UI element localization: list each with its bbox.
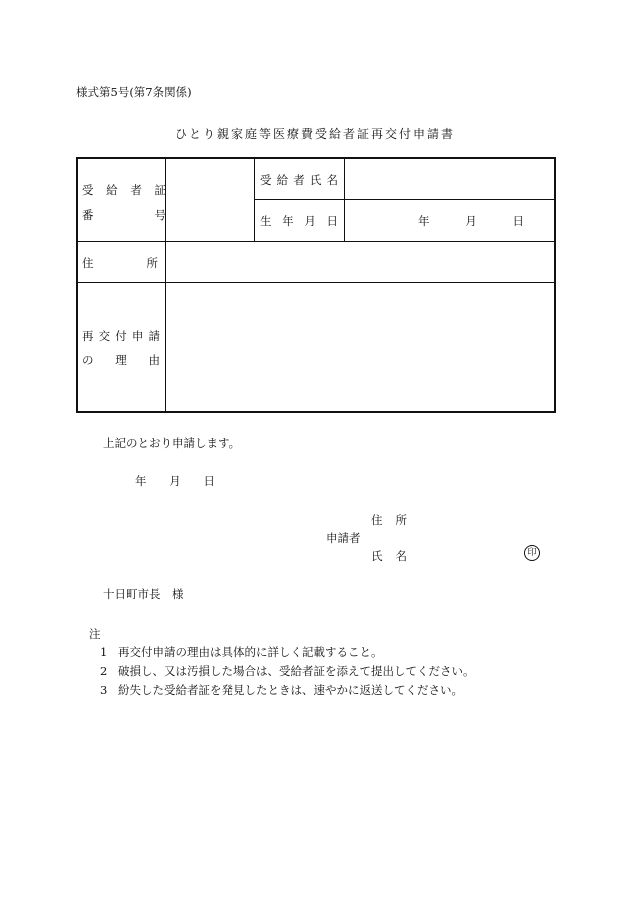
note-number: 1 [100, 645, 108, 659]
label-char: 請 [148, 329, 160, 343]
addressee: 十日町市長 様 [103, 587, 184, 601]
label-char: 月 [304, 214, 316, 228]
label-char: 番 [82, 208, 94, 222]
label-char: 受 [260, 173, 272, 187]
table-divider [76, 241, 556, 242]
label-char: 付 [115, 329, 127, 343]
month-mark: 月 [465, 214, 477, 228]
label-char: 再 [82, 329, 94, 343]
label-char: 者 [293, 173, 305, 187]
label-char: 年 [282, 214, 294, 228]
birthdate-label [260, 213, 338, 229]
applicant-label: 申請者 [326, 531, 361, 545]
table-divider [254, 199, 555, 200]
label-char: 住 [371, 513, 383, 527]
label-char: 名 [326, 173, 338, 187]
label-char: 交 [98, 329, 111, 343]
month-mark: 月 [169, 474, 181, 488]
day-mark: 日 [512, 214, 524, 228]
address-field[interactable] [167, 243, 553, 281]
label-char: 住 [82, 256, 94, 270]
reason-field[interactable] [167, 284, 553, 411]
label-char: 給 [106, 183, 118, 197]
year-mark: 年 [135, 474, 147, 488]
applicant-address-label [371, 512, 407, 528]
reason-label-2 [82, 352, 160, 368]
recipient-name-field[interactable] [346, 159, 553, 198]
page-title: ひとり親家庭等医療費受給者証再交付申請書 [174, 127, 455, 141]
note-number: 3 [100, 683, 108, 697]
applicant-name-label [371, 548, 407, 564]
label-char: 申 [131, 329, 144, 343]
year-mark: 年 [418, 214, 430, 228]
statement: 上記のとおり申請します。 [103, 436, 241, 450]
day-mark: 日 [203, 474, 215, 488]
label-char: 氏 [309, 173, 322, 187]
label-char: 由 [148, 353, 160, 367]
cert-number-label [82, 182, 166, 198]
table-divider [76, 282, 556, 283]
label-char: 氏 [371, 549, 383, 563]
note-item [100, 682, 463, 698]
recipient-name-label [260, 172, 338, 188]
note-text: 破損し、又は汚損した場合は、受給者証を添えて提出してください。 [118, 664, 475, 678]
label-char: 給 [276, 173, 289, 187]
label-char: 所 [395, 513, 407, 527]
note-text: 再交付申請の理由は具体的に詳しく記載すること。 [118, 645, 383, 659]
label-char: 証 [154, 183, 166, 197]
label-char: 者 [130, 183, 142, 197]
label-char: 日 [326, 214, 338, 228]
label-char: の [82, 353, 94, 367]
label-char: 所 [146, 256, 158, 270]
label-char: 理 [115, 353, 127, 367]
note-text: 紛失した受給者証を発見したときは、速やかに返送してください。 [118, 683, 463, 697]
label-char: 号 [154, 208, 166, 222]
birthdate-field[interactable] [418, 213, 524, 229]
form-number: 様式第5号(第7条関係) [76, 85, 192, 99]
seal-icon: 印 [524, 545, 540, 561]
label-char: 生 [260, 214, 272, 228]
note-number: 2 [100, 664, 108, 678]
label-char: 受 [82, 183, 94, 197]
reason-label [82, 328, 160, 344]
application-date[interactable] [135, 473, 215, 489]
note-item [100, 663, 475, 679]
cert-number-field[interactable] [167, 159, 253, 240]
address-label [82, 255, 158, 271]
label-char: 名 [395, 549, 407, 563]
cert-number-label-2 [82, 207, 166, 223]
notes-heading: 注 [89, 627, 101, 641]
note-item [100, 644, 383, 660]
